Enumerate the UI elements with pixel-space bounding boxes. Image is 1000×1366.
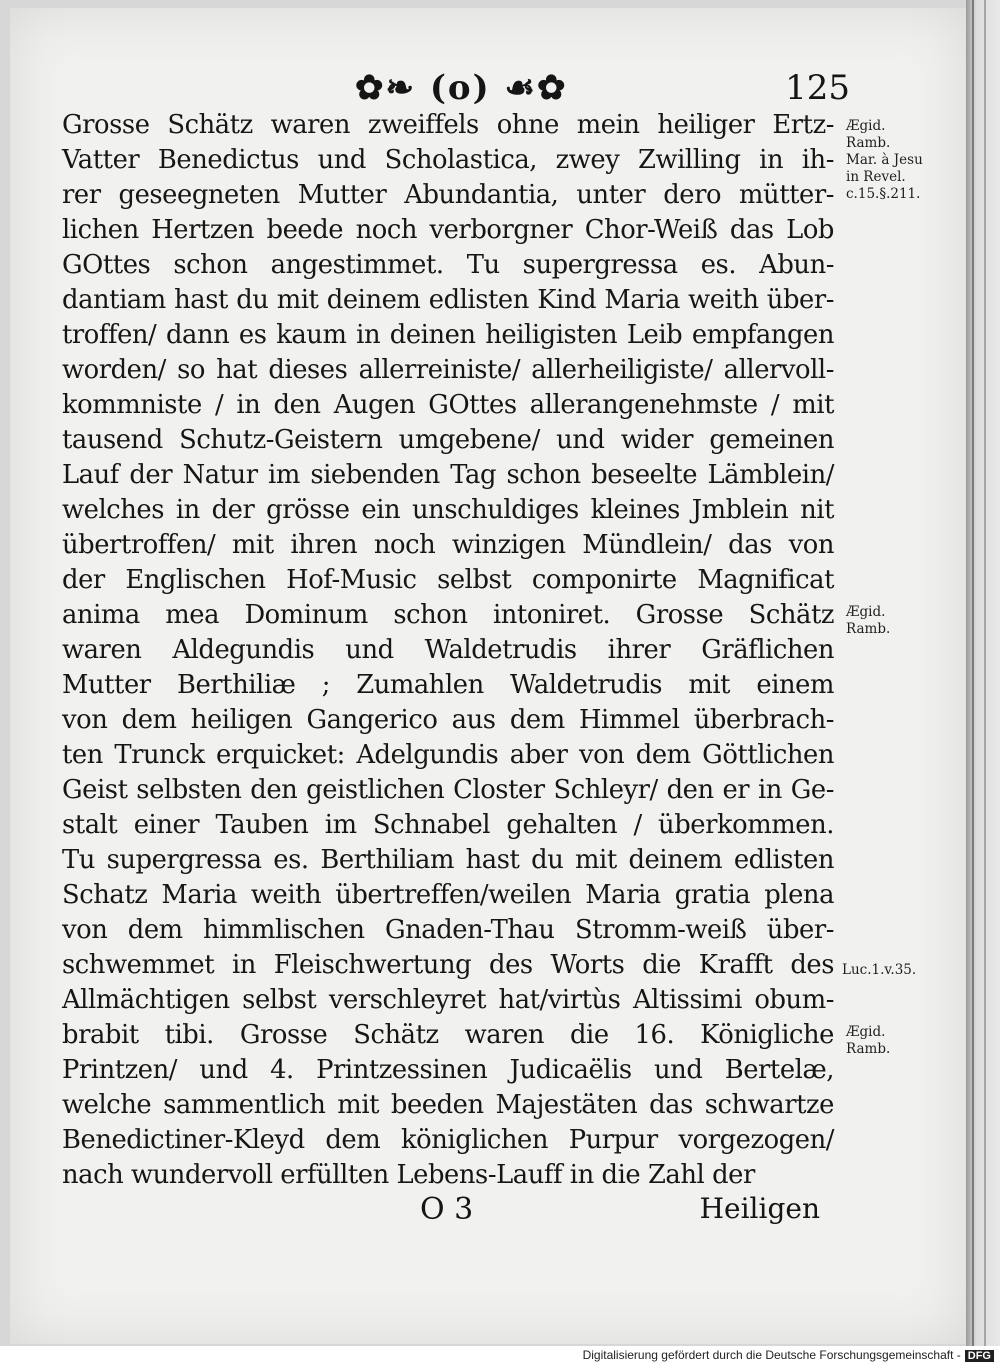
text-line: Geist selbsten den geistlichen Closter Schleyr/ den er in Ge- (62, 775, 834, 805)
text-line: tausend Schutz-Geistern umgebene/ und wider gemeinen (62, 425, 834, 455)
text-line: nach wundervoll erfüllten Lebens-Lauff in die Zahl der (62, 1160, 755, 1190)
page-header (70, 68, 850, 112)
credit-bar (0, 1346, 1000, 1366)
text-line: dantiam hast du mit deinem edlisten Kind Maria weith über- (62, 285, 834, 315)
text-line: von dem himmlischen Gnaden-Thau Stromm-weiß über- (62, 915, 834, 945)
credit-text: Digitalisierung gefördert durch die Deutsche Forschungsgemeinschaft - (582, 1348, 961, 1362)
book-edge (966, 0, 1000, 1346)
text-line: Tu supergressa es. Berthiliam hast du mit deinem edlisten (62, 845, 834, 875)
text-line: welche sammentlich mit beeden Majestäten das schwartze (62, 1090, 834, 1120)
text-line: GOttes schon angestimmet. Tu supergressa es. Abun- (62, 250, 834, 280)
text-line: von dem heiligen Gangerico aus dem Himmel überbrach- (62, 705, 834, 735)
text-line: anima mea Dominum schon intoniret. Grosse Schätz (62, 600, 834, 630)
page-number: 125 (785, 68, 850, 108)
body-text (62, 108, 834, 1193)
text-line: troffen/ dann es kaum in deinen heiligisten Leib empfangen (62, 320, 834, 350)
margin-note: Ægid. Ramb. (846, 604, 891, 637)
text-line: Grosse Schätz waren zweiffels ohne mein heiliger Ertz- (62, 110, 834, 140)
dfg-logo: DFG (965, 1350, 994, 1362)
margin-note: Ægid. Ramb. (846, 1024, 891, 1057)
text-line: waren Aldegundis und Waldetrudis ihrer Gräflichen (62, 635, 834, 665)
text-line: schwemmet in Fleischwertung des Worts die Krafft des (62, 950, 834, 980)
signature-mark: O 3 (420, 1192, 474, 1227)
text-line: Printzen/ und 4. Printzessinen Judicaëlis und Bertelæ, (62, 1055, 834, 1085)
text-line: ten Trunck erquicket: Adelgundis aber von dem Göttlichen (62, 740, 834, 770)
text-line: brabit tibi. Grosse Schätz waren die 16. Königliche (62, 1020, 834, 1050)
text-line: Mutter Berthiliæ ; Zumahlen Waldetrudis mit einem (62, 670, 834, 700)
text-line: kommniste / in den Augen GOttes allerangenehmste / mit (62, 390, 834, 420)
margin-note: Ægid. Ramb. Mar. à Jesu in Revel. c.15.§.211. (846, 118, 923, 202)
catchword: Heiligen (699, 1192, 820, 1225)
credit-line (583, 1348, 994, 1362)
text-line: Allmächtigen selbst verschleyret hat/virtùs Altissimi obum- (62, 985, 834, 1015)
text-line: Lauf der Natur im siebenden Tag schon beseelte Lämblein/ (62, 460, 834, 490)
text-line: Schatz Maria weith übertreffen/weilen Maria gratia plena (62, 880, 834, 910)
text-line: lichen Hertzen beede noch verborgner Chor-Weiß das Lob (62, 215, 834, 245)
text-line: übertroffen/ mit ihren noch winzigen Mündlein/ das von (62, 530, 834, 560)
margin-note: Luc.1.v.35. (842, 962, 917, 978)
text-line: rer geseegneten Mutter Abundantia, unter dero mütter- (62, 180, 834, 210)
text-line: Benedictiner-Kleyd dem königlichen Purpur vorgezogen/ (62, 1125, 834, 1155)
text-line: stalt einer Tauben im Schnabel gehalten / überkommen. (62, 810, 834, 840)
text-line: Vatter Benedictus und Scholastica, zwey Zwilling in ih- (62, 145, 834, 175)
text-line: welches in der grösse ein unschuldiges kleines Jmblein nit (62, 495, 834, 525)
text-line: der Englischen Hof-Music selbst componirte Magnificat (62, 565, 834, 595)
text-line: worden/ so hat dieses allerreiniste/ allerheiligiste/ allervoll- (62, 355, 834, 385)
header-ornament: ✿❧ (o) ☙✿ (355, 68, 568, 108)
